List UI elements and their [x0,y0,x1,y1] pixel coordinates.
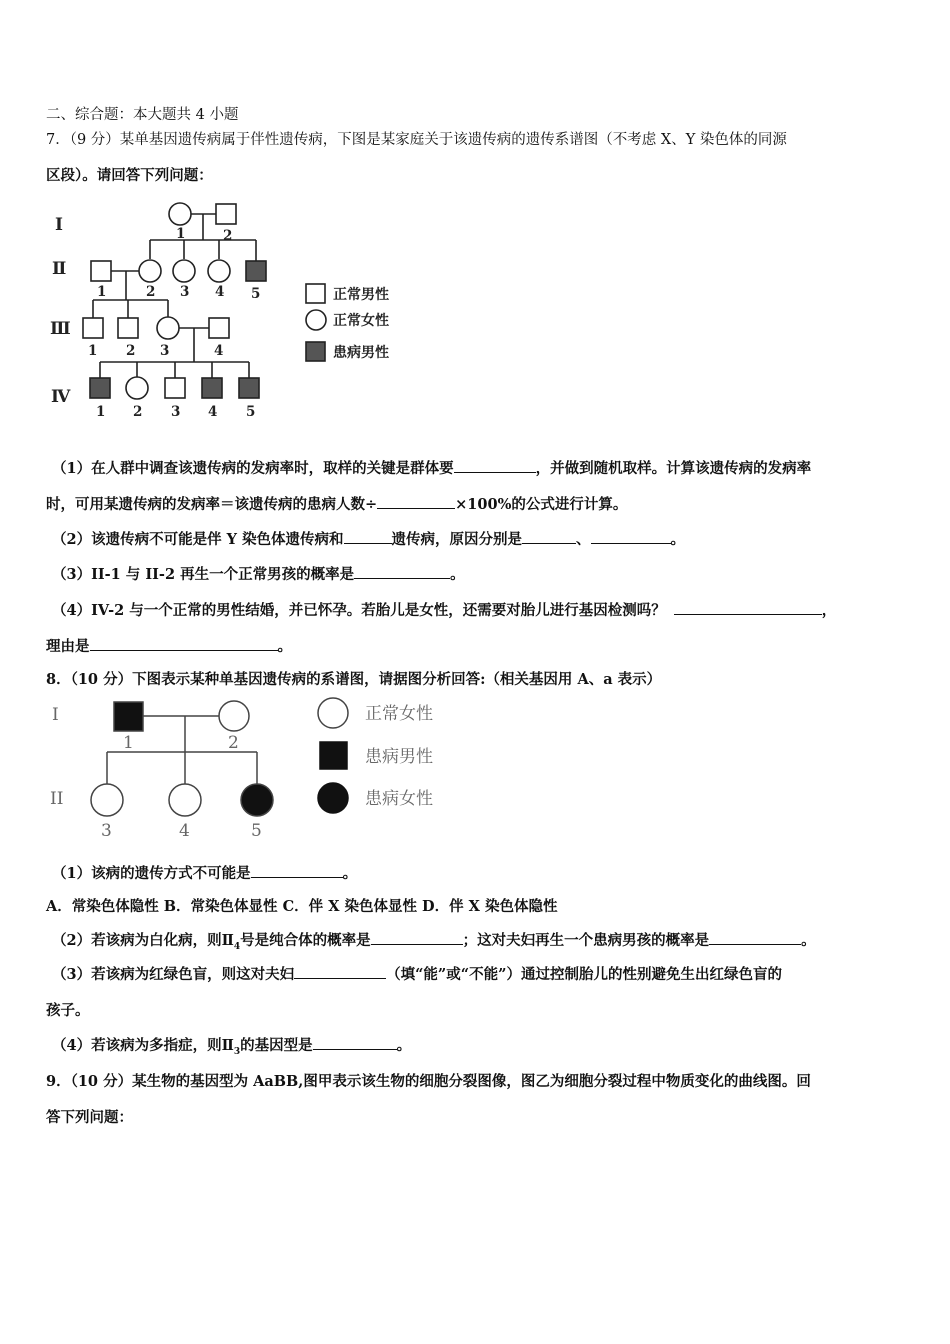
q7-part1-line2 [46,493,627,514]
q8-p4-blank [313,1035,397,1050]
q7-num-gen1-1: 1 [176,226,186,242]
q7-part1-line1 [52,457,811,478]
text-fragment: （4）若该病为多指症，则Ⅱ [52,1037,234,1054]
text-fragment: 7．（9 分）某单基因遗传病属于伴性遗传病，下图是某家庭关于该遗传病的遗传系谱图（不考虑 X、Y 染色体的同源 [46,132,787,148]
q8-intro [46,668,661,689]
q8-p2-blank1 [371,930,463,945]
q8-p3-blank [294,964,386,979]
text-fragment: 、 [576,531,591,548]
text-fragment: 。 [801,932,816,949]
q7-num-gen4-4: 4 [208,404,218,420]
q7-legend-normal-male: 正常男性 [333,287,389,303]
q7-gen2-affected-male-5 [246,261,266,281]
text-fragment: 时，可用某遗传病的发病率＝该遗传病的患病人数÷ [46,496,378,513]
text-fragment: ；这对夫妇再生一个患病男孩的概率是 [462,932,710,949]
q7-gen-label-3: Ⅲ [50,319,71,339]
q7-legend-affected-male: 患病男性 [333,345,389,361]
q8-legend-affected-female: 患病女性 [365,789,433,809]
q8-gen1-female-2 [219,701,249,731]
q7-num-gen1-2: 2 [223,228,233,244]
q8-pedigree-chart [0,690,950,850]
q7-num-gen3-2: 2 [126,343,136,359]
q7-gen2-male-1 [91,261,111,281]
q7-gen-label-4: Ⅳ [51,387,71,407]
q7-part4-line2 [46,635,292,656]
q7-gen4-affected-male-1 [90,378,110,398]
q7-pedigree-chart [0,0,950,440]
q7-gen4-female-2 [126,377,148,399]
q7-part4-line1 [52,599,836,620]
q7-p3-blank [354,564,450,579]
q7-legend-normal-female: 正常女性 [333,313,389,329]
q7-gen2-female-3 [173,260,195,282]
q8-num-2: 2 [228,733,239,753]
q7-num-gen3-1: 1 [88,343,98,359]
text-fragment: （4）IV-2 与一个正常的男性结婚，并已怀孕。若胎儿是女性，还需要对胎儿进行基因检测吗？ [52,602,666,619]
q7-part3 [52,563,465,584]
q8-part1 [52,862,357,883]
q7-gen3-male-2 [118,318,138,338]
text-fragment: 的基因型是 [240,1037,313,1054]
q7-p4-blank1 [674,600,822,615]
text-fragment: 理由是 [46,638,90,655]
text-fragment: ，并做到随机取样。计算该遗传病的发病率 [535,460,812,477]
q8-gen-label-1: I [52,705,59,725]
text-fragment: （1）在人群中调查该遗传病的发病率时，取样的关键是群体要 [52,460,454,477]
text-fragment: （1）该病的遗传方式不可能是 [52,865,251,882]
q7-num-gen4-2: 2 [133,404,143,420]
q7-num-gen2-2: 2 [146,284,156,300]
q7-gen1-male-2 [216,204,236,224]
q7-num-gen4-1: 1 [96,404,106,420]
q7-num-gen3-3: 3 [160,343,170,359]
text-fragment: 。 [277,638,292,655]
q7-num-gen4-5: 5 [246,404,256,420]
q7-p2-blank1 [344,529,392,544]
q7-p1-blank1 [454,458,536,473]
q8-part3-line1 [52,963,782,984]
text-fragment: （填“能”或“不能”）通过控制胎儿的性别避免生出红绿色盲的 [386,966,782,983]
q7-p2-blank3 [591,529,671,544]
q8-part2 [52,929,816,952]
text-fragment: 。 [342,865,358,882]
q8-options: A．常染色体隐性 B．常染色体显性 C．伴 X 染色体显性 D．伴 X 染色体隐性 [46,898,558,915]
q7-num-gen2-4: 4 [215,284,225,300]
q7-num-gen4-3: 3 [171,404,181,420]
q7-p1-blank2 [377,494,455,509]
q8-gen1-affected-male-1 [114,702,143,731]
section-heading: 二、综合题：本大题共 4 小题 [46,107,239,123]
q8-gen2-female-4 [169,784,201,816]
q8-legend-normal-female-shape [318,698,348,728]
text-fragment: 3 [233,1046,241,1057]
text-fragment: 号是纯合体的概率是 [240,932,371,949]
q8-p2-blank2 [709,930,801,945]
q8-legend-affected-male: 患病男性 [365,747,433,767]
q7-legend-affected-male-shape [306,342,325,361]
q8-part3-line2: 孩子。 [46,1002,90,1019]
text-fragment: （2）该遗传病不可能是伴 Y 染色体遗传病和 [52,531,344,548]
text-fragment: （3）若该病为红绿色盲，则这对夫妇 [52,966,295,983]
q8-legend-affected-female-shape [318,783,348,813]
q7-part2 [52,528,685,549]
q7-p2-blank2 [522,529,576,544]
q8-gen-label-2: II [50,789,64,809]
q7-num-gen2-3: 3 [180,284,190,300]
text-fragment: ， [821,602,837,619]
q7-gen2-female-4 [208,260,230,282]
text-fragment: （2）若该病为白化病，则Ⅱ [52,932,234,949]
q8-legend-affected-male-shape [320,742,347,769]
q7-p4-blank2 [90,636,278,651]
text-fragment: 。 [450,566,465,583]
text-fragment: 8．（10 分）下图表示某种单基因遗传病的系谱图，请据图分析回答:（相关基因用 A、a 表示） [46,671,662,688]
text-fragment: （3）II-1 与 II-2 再生一个正常男孩的概率是 [52,566,355,583]
q7-gen2-female-2 [139,260,161,282]
text-fragment: 4 [233,941,241,952]
q8-num-5: 5 [251,821,262,841]
q9-line2: 答下列问题： [46,1109,133,1126]
q7-gen-label-2: Ⅱ [52,259,67,279]
q7-legend-normal-female-shape [306,310,326,330]
q7-gen3-female-3 [157,317,179,339]
q8-part4 [52,1034,411,1057]
q8-num-3: 3 [101,821,112,841]
q8-num-4: 4 [179,821,190,841]
q7-gen4-male-3 [165,378,185,398]
q7-gen4-affected-male-4 [202,378,222,398]
text-fragment: ×100%的公式进行计算。 [455,496,628,513]
q8-legend-normal-female: 正常女性 [365,704,433,724]
text-fragment: 遗传病，原因分别是 [391,531,523,548]
text-fragment: 9．（10 分）某生物的基因型为 AaBB,图甲表示该生物的细胞分裂图像，图乙为细胞分裂过程中物质变化的曲线图。回 [46,1073,811,1090]
q9-line1 [46,1070,811,1091]
q7-num-gen2-1: 1 [97,284,107,300]
q7-legend-normal-male-shape [306,284,325,303]
text-fragment: 。 [396,1037,412,1054]
q8-gen2-affected-female-5 [241,784,273,816]
q8-gen2-female-3 [91,784,123,816]
text-fragment: 。 [670,531,686,548]
q7-intro-line2: 区段）。请回答下列问题： [46,167,213,184]
q8-p1-blank [251,863,343,878]
q7-gen-label-1: Ⅰ [55,215,63,235]
q7-num-gen3-4: 4 [214,343,224,359]
q7-gen3-male-4 [209,318,229,338]
q7-gen1-female-1 [169,203,191,225]
q7-gen4-affected-male-5 [239,378,259,398]
q7-gen3-male-1 [83,318,103,338]
q7-num-gen2-5: 5 [251,286,261,302]
q8-num-1: 1 [123,733,134,753]
